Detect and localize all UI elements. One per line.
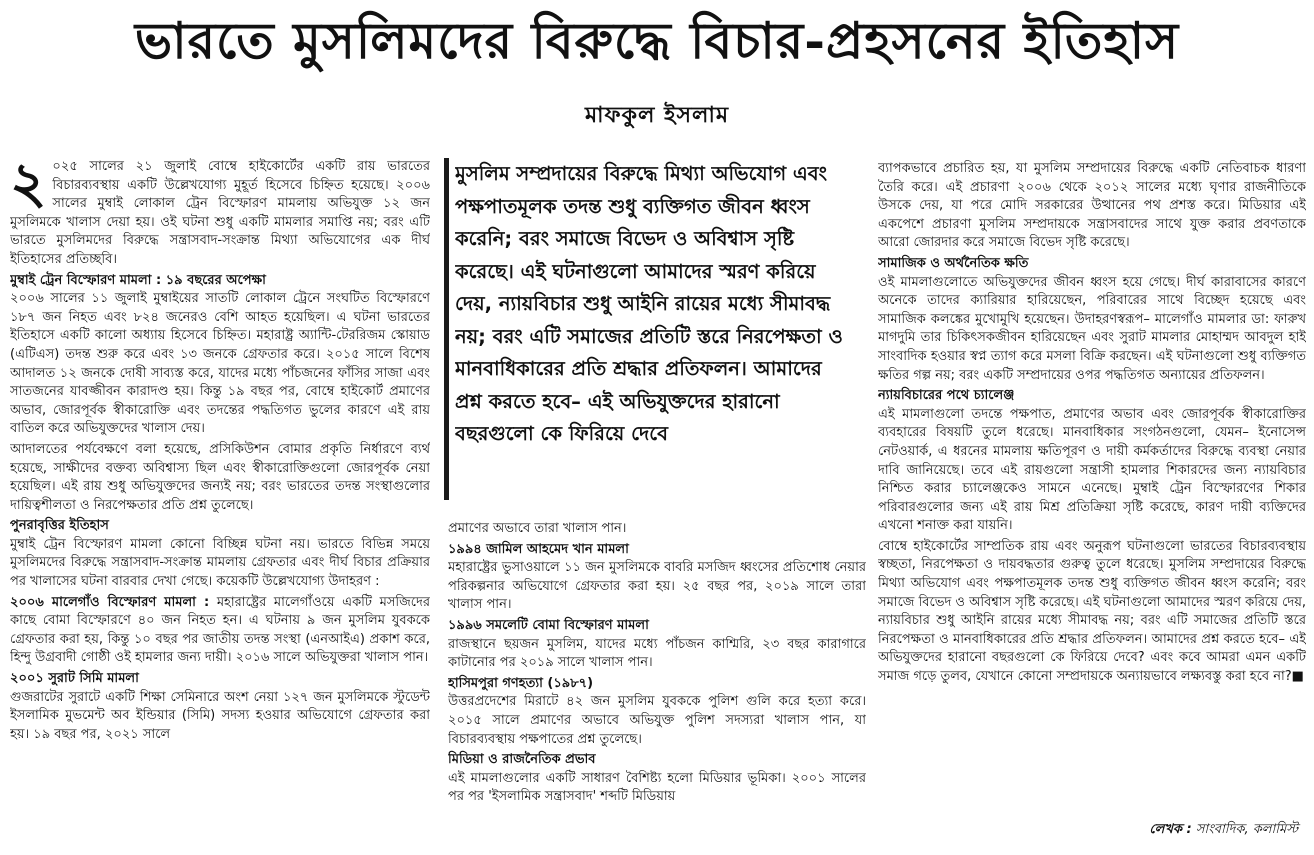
section-heading: পুনরাবৃত্তির ইতিহাস: [10, 518, 109, 534]
body-paragraph: গুজরাটের সুরাটে একটি শিক্ষা সেমিনারে অংশ নেয়া ১২৭ জন মুসলিমকে স্টুডেন্ট ইসলামিক মুভমেন্ট অব ইন্ডিয়ার (সিমি) সদস্য হওয়ার অভিযোগে গ্রেফতার করা হয়। ১৯ বছর পর, ২০২১ সালে: [10, 689, 430, 742]
section-heading: ১৯৯৪ জামিল আহমেদ খান মামলা: [448, 541, 629, 557]
body-paragraph: এই মামলাগুলোর একটি সাধারণ বৈশিষ্ট্য হলো মিডিয়ার ভূমিকা। ২০০১ সালের পর পর 'ইসলামিক সন্ত্রাসবাদ' শব্দটি মিডিয়ায়: [448, 770, 866, 805]
article-column-1: [10, 158, 430, 838]
body-paragraph: রাজস্থানে ছয়জন মুসলিম, যাদের মধ্যে পাঁচজন কাশ্মিরি, ২৩ বছর কারাগারে কাটানোর পর ২০১৯ সালে খালাস পান।: [448, 636, 866, 671]
article-column-3: [878, 160, 1306, 815]
section-heading: ন্যায়বিচারের পথে চ্যালেঞ্জ: [878, 388, 1015, 404]
article-column-2: [448, 520, 866, 840]
intro-text: ০২৫ সালের ২১ জুলাই বোম্বে হাইকোর্টের একটি রায় ভারতের বিচারব্যবস্থায় একটি উল্লেখযোগ্য মুহূর্ত হিসেবে চিহ্নিত হয়েছে। ২০০৬ সালের মুম্বাই লোকাল ট্রেন বিস্ফোরণ মামলায় অভিযুক্ত ১২ জন মুসলিমকে খালাস দেয়া হয়। ওই ঘটনা শুধু একটি মামলার সমাপ্তি নয়; বরং এটি ভারতে মুসলিমদের বিরুদ্ধে সন্ত্রাসবাদ-সংক্রান্ত মিথ্যা অভিযোগের এক দীর্ঘ ইতিহাসের প্রতিচ্ছবি।: [10, 159, 430, 267]
body-paragraph: ২০০৬ সালের ১১ জুলাই মুম্বাইয়ের সাতটি লোকাল ট্রেনে সংঘটিত বিস্ফোরণে ১৮৭ জন নিহত এবং ৮২৪ জনেরও বেশি আহত হয়েছিল। এ ঘটনা ভারতের ইতিহাসে একটি কালো অধ্যায় হিসেবে চিহ্নিত। মহারাষ্ট্র অ্যান্টি-টেররিজম স্কোয়াড (এটিএস) তদন্ত শুরু করে এবং ১৩ জনকে গ্রেফতার করে। ২০১৫ সালে বিশেষ আদালত ১২ জনকে দোষী সাব্যস্ত করে, যাদের মধ্যে পাঁচজনের ফাঁসির সাজা এবং সাতজনের যাবজ্জীবন কারাদণ্ড হয়। কিন্তু ১৯ বছর পর, বোম্বে হাইকোর্ট প্রমাণের অভাব, জোরপূর্বক স্বীকারোক্তি এবং তদন্তের পদ্ধতিগত ভুলের কারণে এই রায় বাতিল করে অভিযুক্তদের খালাস দেয়।: [10, 291, 430, 437]
section-heading: সামাজিক ও অর্থনৈতিক ক্ষতি: [878, 255, 1029, 271]
body-paragraph: প্রমাণের অভাবে তারা খালাস পান।: [448, 521, 627, 536]
intro-paragraph: [10, 158, 430, 270]
section-heading: মুম্বাই ট্রেন বিস্ফোরণ মামলা : ১৯ বছরের অপেক্ষা: [10, 272, 266, 288]
section-heading: ২০০১ সুরাট সিমি মামলা: [10, 671, 139, 687]
inline-text: মহারাষ্ট্রের মালেগাঁওয়ে একটি মসজিদের কাছে বোমা বিস্ফোরণে ৪০ জন নিহত হন। এ ঘটনায় ৯ জন মুসলিম যুবককে গ্রেফতার করা হয়, কিন্তু ১০ বছর পর জাতীয় তদন্ত সংস্থা (এনআইএ) প্রকাশ করে, হিন্দু উগ্রবাদী গোষ্ঠী ওই হামলার জন্য দায়ী। ২০১৬ সালে অভিযুক্তরা খালাস পান।: [10, 594, 430, 666]
body-paragraph: মহারাষ্ট্রের ভুসাওয়ালে ১১ জন মুসলিমকে বাবরি মসজিদ ধ্বংসের প্রতিশোধ নেয়ার পরিকল্পনার অভিযোগে গ্রেফতার করা হয়। ২৫ বছর পর, ২০১৯ সালে তারা খালাস পান।: [448, 560, 866, 613]
author-role: সাংবাদিক, কলামিস্ট: [1195, 822, 1298, 837]
section-heading: মিডিয়া ও রাজনৈতিক প্রভাব: [448, 752, 596, 768]
author-credit: [1149, 820, 1298, 841]
body-paragraph: ব্যাপকভাবে প্রচারিত হয়, যা মুসলিম সম্প্রদায়ের বিরুদ্ধে একটি নেতিবাচক ধারণা তৈরি করে। এই প্রচারণা ২০০৬ থেকে ২০১২ সালের মধ্যে ঘৃণার রাজনীতিকে উসকে দেয়, যা পরে মোদি সরকারের উত্থানের পথ প্রশস্ত করে। মিডিয়ার এই একপেশে প্রচারণা মুসলিম সম্প্রদায়কে সন্ত্রাসবাদের সাথে যুক্ত করার প্রবণতাকে আরো জোরদার করে সমাজে বিভেদ সৃষ্টি করেছে।: [878, 161, 1306, 251]
body-paragraph: এই মামলাগুলো তদন্তে পক্ষপাত, প্রমাণের অভাব এবং জোরপূর্বক স্বীকারোক্তির ব্যবহারের বিষয়টি তুলে ধরেছে। মানবাধিকার সংগঠনগুলো, যেমন– ইনোসেন্স নেটওয়ার্ক, এ ধরনের মামলায় ক্ষতিপূরণ ও দায়ী কর্মকর্তাদের বিরুদ্ধে ব্যবস্থা নেয়ার দাবি জানিয়েছে। তবে এই রায়গুলো সন্ত্রাসী হামলার শিকারদের জন্য ন্যায়বিচার নিশ্চিত করার চ্যালেঞ্জকেও সামনে এনেছে। মুম্বাই ট্রেন বিস্ফোরণের শিকার পরিবারগুলোর জন্য এই রায় মিশ্র প্রতিক্রিয়া সৃষ্টি করেছে, কারণ দায়ী ব্যক্তিদের এখনো শনাক্ত করা যায়নি।: [878, 406, 1306, 534]
body-paragraph: [10, 594, 430, 668]
body-paragraph: মুম্বাই ট্রেন বিস্ফোরণ মামলা কোনো বিচ্ছিন্ন ঘটনা নয়। ভারতে বিভিন্ন সময়ে মুসলিমদের বিরুদ্ধে সন্ত্রাসবাদ-সংক্রান্ত মামলায় গ্রেফতার এবং দীর্ঘ বিচার প্রক্রিয়ার পর খালাসের ঘটনা বারবার দেখা গেছে। কয়েকটি উল্লেখযোগ্য উদাহরণ :: [10, 536, 430, 590]
body-paragraph: বোম্বে হাইকোর্টের সাম্প্রতিক রায় এবং অনুরূপ ঘটনাগুলো ভারতের বিচারব্যবস্থায় স্বচ্ছতা, নিরপেক্ষতা ও দায়বদ্ধতার গুরুত্ব তুলে ধরেছে। মুসলিম সম্প্রদায়ের বিরুদ্ধে মিথ্যা অভিযোগ এবং পক্ষপাতমূলক তদন্ত শুধু ব্যক্তিগত জীবন ধ্বংস করেনি; বরং সমাজে বিভেদ ও অবিশ্বাস সৃষ্টি করেছে। এই ঘটনাগুলো আমাদের স্মরণ করিয়ে দেয়, ন্যায়বিচার শুধু আইনি রায়ের মধ্যে সীমাবদ্ধ নয়; বরং এটি সমাজের প্রতিটি স্তরে নিরপেক্ষতা ও মানবাধিকারের প্রতি শ্রদ্ধার প্রতিফলন। আমাদের প্রশ্ন করতে হবে– এই অভিযুক্তদের হারানো বছরগুলো কে ফিরিয়ে দেবে? এবং কবে আমরা এমন একটি সমাজ গড়ে তুলব, যেখানে কোনো সম্প্রদায়কে অন্যায়ভাবে লক্ষ্যবস্তু করা হবে না?■: [878, 538, 1306, 685]
pull-quote-bar: [444, 158, 449, 500]
drop-cap: ২: [10, 158, 47, 216]
section-heading: হাসিমপুরা গণহত্যা (১৯৮৭): [448, 675, 594, 691]
body-paragraph: আদালতের পর্যবেক্ষণে বলা হয়েছে, প্রসিকিউশন বোমার প্রকৃতি নির্ধারণে ব্যর্থ হয়েছে, সাক্ষীদের বক্তব্য অবিশ্বাস্য ছিল এবং স্বীকারোক্তিগুলো জোরপূর্বক নেয়া হয়েছিল। এই রায় শুধু অভিযুক্তদের জন্যই নয়; বরং ভারতের তদন্ত সংস্থাগুলোর দায়িত্বশীলতা ও নিরপেক্ষতার প্রতি প্রশ্ন তুলেছে।: [10, 441, 430, 513]
section-heading: ১৯৯৬ সমলেটি বোমা বিস্ফোরণ মামলা: [448, 617, 649, 633]
author-label: লেখক :: [1149, 822, 1192, 837]
body-paragraph: ওই মামলাগুলোতে অভিযুক্তদের জীবন ধ্বংস হয়ে গেছে। দীর্ঘ কারাবাসের কারণে অনেকে তাদের ক্যারিয়ার হারিয়েছেন, পরিবারের সাথে বিচ্ছেদ হয়েছে এবং সামাজিক কলঙ্কের মুখোমুখি হয়েছেন। উদাহরণস্বরূপ– মালেগাঁও মামলার ডা: ফারুখ মাগদুমি তার চিকিৎসকজীবন হারিয়েছেন এবং সুরাট মামলার মোহাম্মদ আবদুল হাই সাংবাদিক হওয়ার স্বপ্ন ত্যাগ করে মসলা বিক্রি করছেন। এই ঘটনাগুলো শুধু ব্যক্তিগত ক্ষতির গল্প নয়; বরং একটি সম্প্রদায়ের ওপর পদ্ধতিগত অন্যায়ের প্রতিফলন।: [878, 274, 1306, 383]
pull-quote: মুসলিম সম্প্রদায়ের বিরুদ্ধে মিথ্যা অভিযোগ এবং পক্ষপাতমূলক তদন্ত শুধু ব্যক্তিগত জীবন ধ্বংস করেনি; বরং সমাজে বিভেদ ও অবিশ্বাস সৃষ্টি করেছে। এই ঘটনাগুলো আমাদের স্মরণ করিয়ে দেয়, ন্যায়বিচার শুধু আইনি রায়ের মধ্যে সীমাবদ্ধ নয়; বরং এটি সমাজের প্রতিটি স্তরে নিরপেক্ষতা ও মানবাধিকারের প্রতি শ্রদ্ধার প্রতিফলন। আমাদের প্রশ্ন করতে হবে– এই অভিযুক্তদের হারানো বছরগুলো কে ফিরিয়ে দেবে: [455, 162, 843, 445]
article-byline: মাফকুল ইসলাম: [584, 103, 730, 128]
body-paragraph: উত্তরপ্রদেশের মিরাটে ৪২ জন মুসলিম যুবককে পুলিশ গুলি করে হত্যা করে। ২০১৫ সালে প্রমাণের অভাবে অভিযুক্ত পুলিশ সদস্যরা খালাস পান, যা বিচারব্যবস্থায় পক্ষপাতের প্রশ্ন তুলেছে।: [448, 694, 866, 747]
article-headline: ভারতে মুসলিমদের বিরুদ্ধে বিচার-প্রহসনের ইতিহাস: [134, 11, 1180, 70]
inline-heading: ২০০৬ মালেগাঁও বিস্ফোরণ মামলা :: [10, 594, 210, 610]
